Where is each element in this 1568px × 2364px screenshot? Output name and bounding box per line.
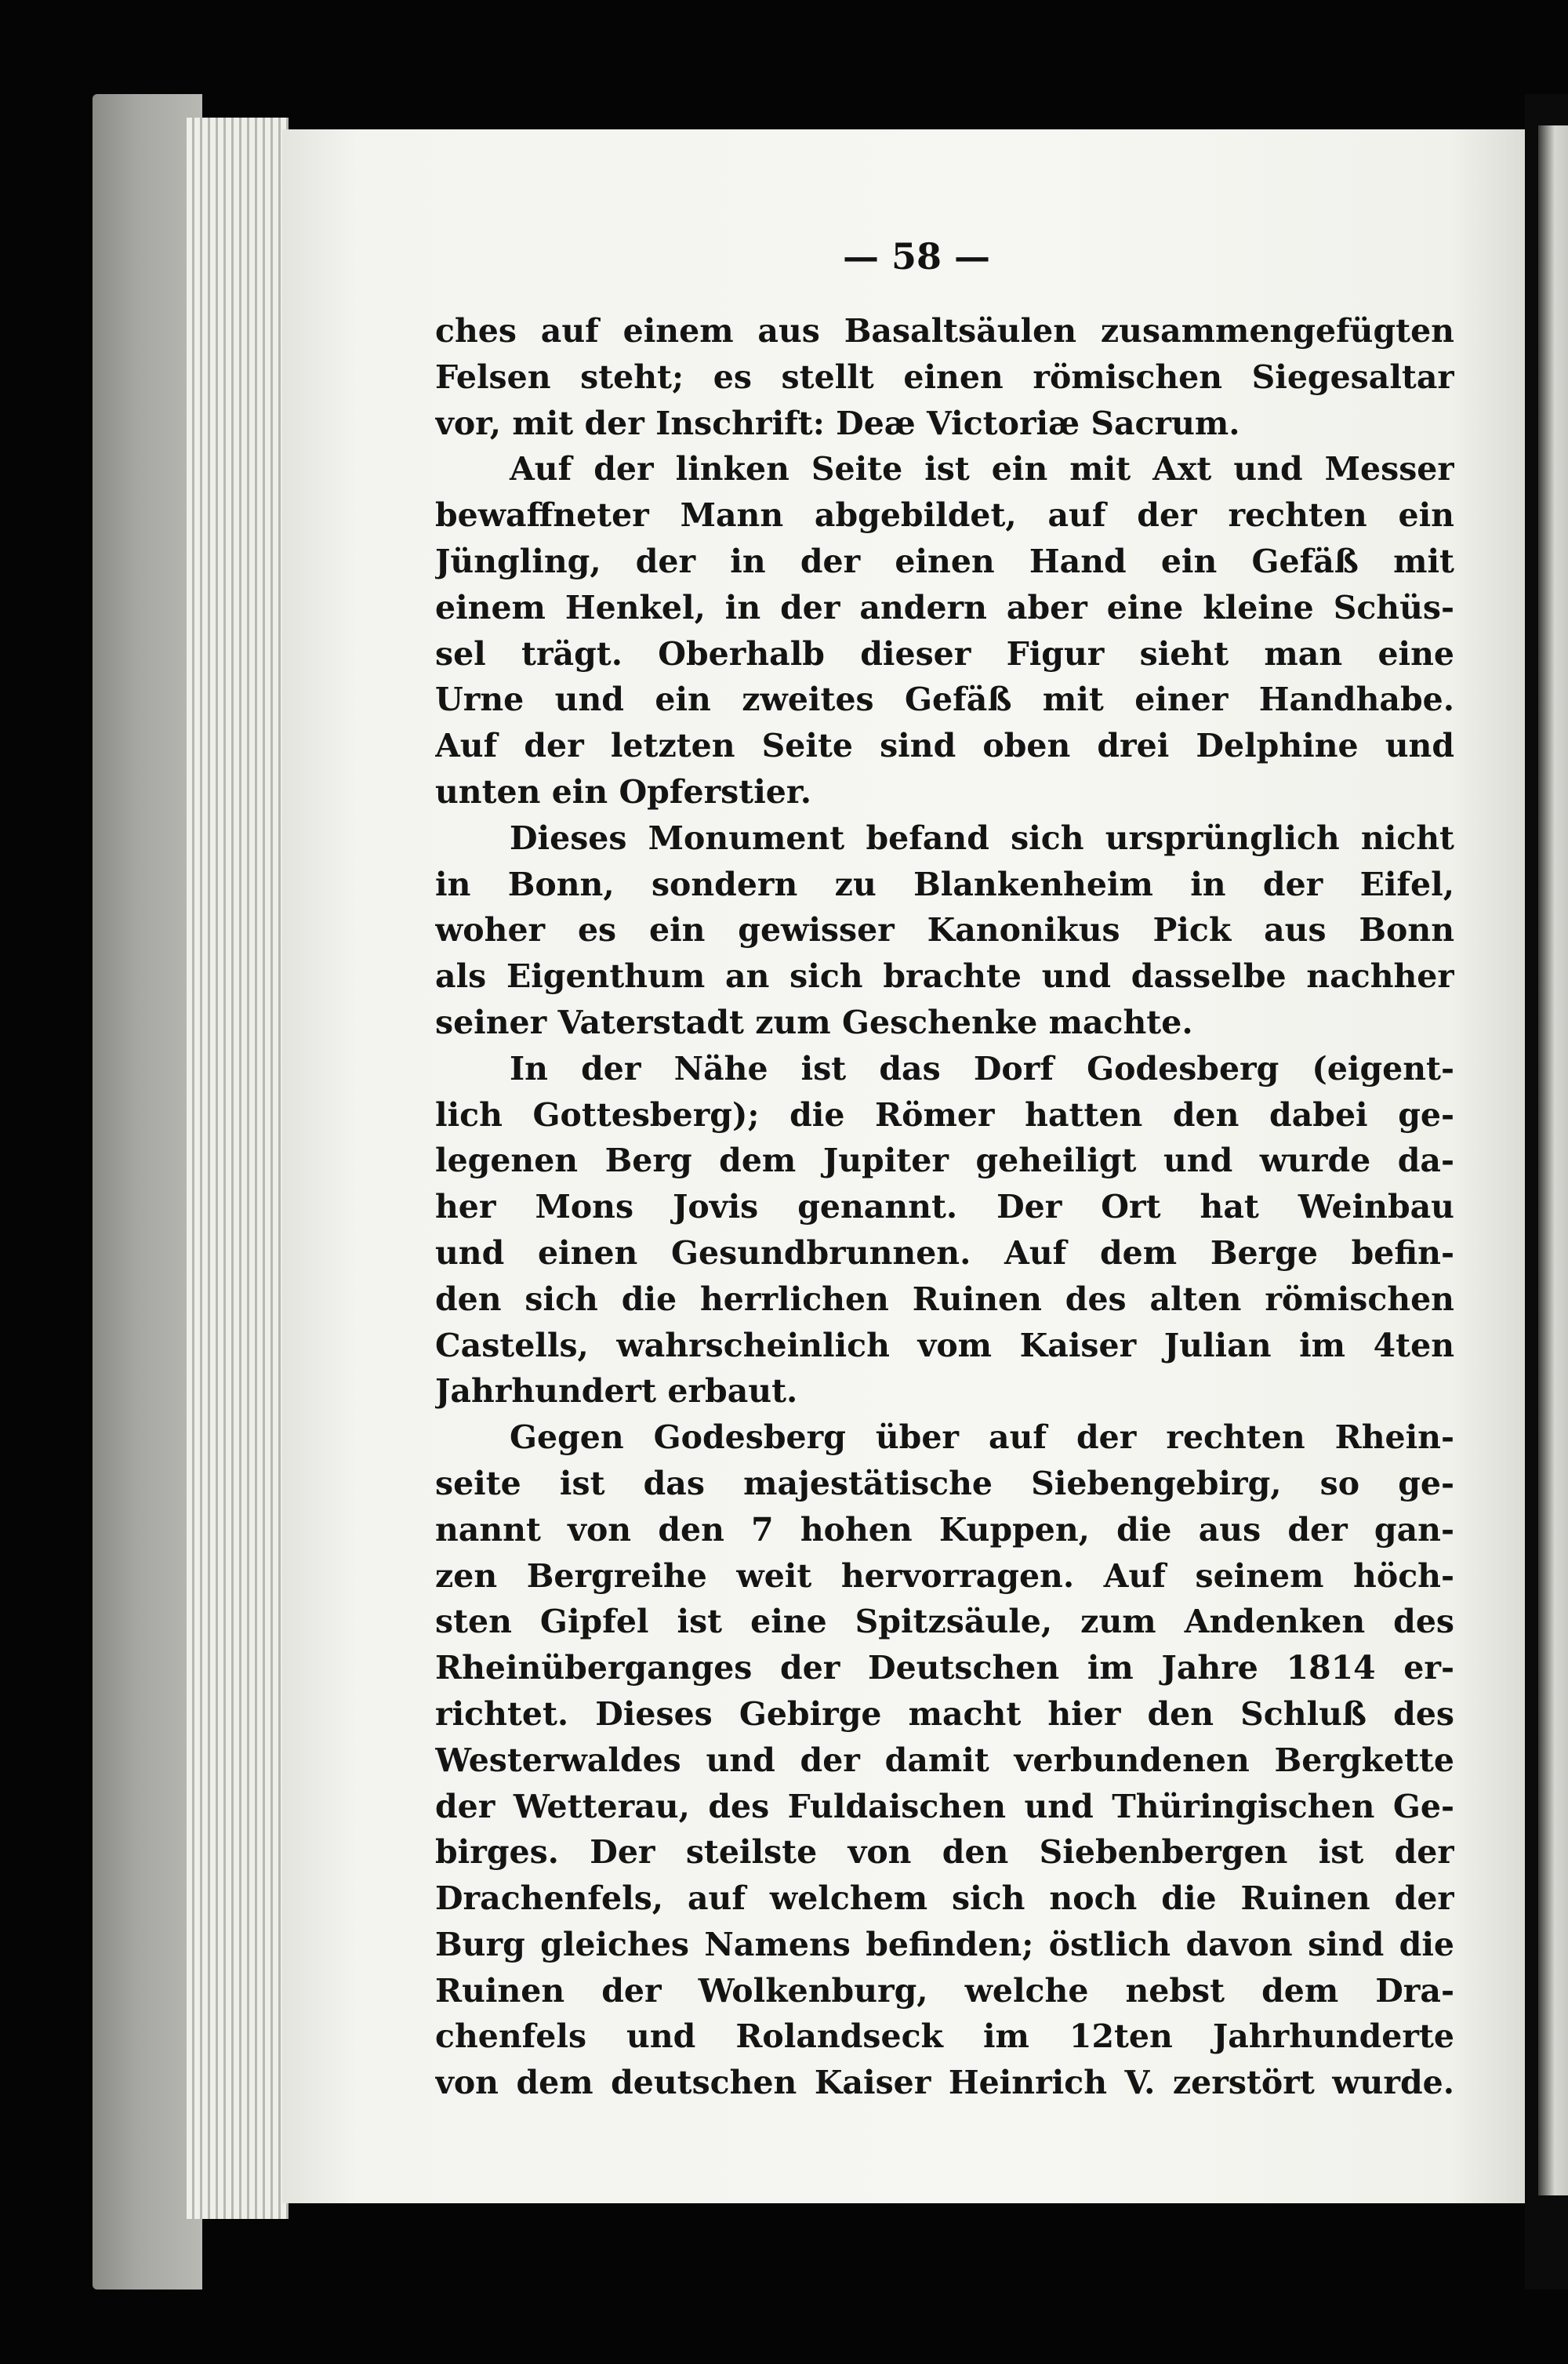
text-line: sten Gipfel ist eine Spitzsäule, zum Andenken des	[435, 1603, 1454, 1641]
text-line: der Wetterau, des Fuldaischen und Thüringischen Ge-	[435, 1787, 1454, 1825]
text-line: ches auf einem aus Basaltsäulen zusammengefügten	[435, 312, 1454, 350]
text-line: Felsen steht; es stellt einen römischen Siegesaltar	[435, 358, 1454, 396]
text-line: Dieses Monument befand sich ursprünglich nicht	[510, 819, 1454, 857]
text-line: Auf der letzten Seite sind oben drei Delphine und	[435, 727, 1454, 765]
body-text	[435, 308, 1454, 2106]
text-line: seiner Vaterstadt zum Geschenke machte.	[435, 1003, 1193, 1041]
text-line: Jüngling, der in der einen Hand ein Gefäß mit	[435, 542, 1454, 580]
text-line: Westerwaldes und der damit verbundenen Bergkette	[435, 1741, 1454, 1779]
text-line: einem Henkel, in der andern aber eine kleine Schüs-	[435, 588, 1454, 626]
text-line: bewaffneter Mann abgebildet, auf der rechten ein	[435, 496, 1454, 535]
text-line: in Bonn, sondern zu Blankenheim in der Eifel,	[435, 865, 1454, 903]
text-line: birges. Der steilste von den Siebenbergen ist der	[435, 1833, 1454, 1872]
text-line: chenfels und Rolandseck im 12ten Jahrhunderte	[435, 2017, 1454, 2056]
page-edges	[187, 118, 289, 2219]
text-line: Ruinen der Wolkenburg, welche nebst dem Dra-	[435, 1971, 1454, 2010]
text-line: Jahrhundert erbaut.	[435, 1372, 798, 1411]
page-number: — 58 —	[843, 235, 991, 278]
text-line: Castells, wahrscheinlich vom Kaiser Julian im 4ten	[435, 1326, 1454, 1364]
facing-page-edge	[1538, 125, 1568, 2195]
text-line: den sich die herrlichen Ruinen des alten römischen	[435, 1280, 1454, 1318]
text-line: her Mons Jovis genannt. Der Ort hat Weinbau	[435, 1188, 1454, 1226]
text-line: von dem deutschen Kaiser Heinrich V. zerstört wurde.	[435, 2064, 1454, 2102]
text-line: In der Nähe ist das Dorf Godesberg (eigent-	[510, 1049, 1454, 1088]
text-line: vor, mit der Inschrift: Deæ Victoriæ Sacrum.	[435, 404, 1240, 442]
text-line: Drachenfels, auf welchem sich noch die Ruinen der	[435, 1879, 1454, 1918]
text-line: sel trägt. Oberhalb dieser Figur sieht man eine	[435, 634, 1454, 673]
text-line: Urne und ein zweites Gefäß mit einer Handhabe.	[435, 681, 1454, 719]
text-line: lich Gottesberg); die Römer hatten den dabei ge-	[435, 1095, 1454, 1134]
text-line: unten ein Opferstier.	[435, 772, 811, 811]
text-line: Gegen Godesberg über auf der rechten Rhein-	[510, 1418, 1454, 1457]
text-line: als Eigenthum an sich brachte und dasselbe nachher	[435, 957, 1454, 996]
text-line: legenen Berg dem Jupiter geheiligt und wurde da-	[435, 1142, 1454, 1180]
book-cover-edge	[93, 94, 202, 2290]
text-line: zen Bergreihe weit hervorragen. Auf seinem höch-	[435, 1556, 1454, 1595]
text-line: Auf der linken Seite ist ein mit Axt und Messer	[510, 450, 1454, 488]
text-line: Burg gleiches Namens befinden; östlich davon sind die	[435, 1925, 1454, 1963]
text-line: richtet. Dieses Gebirge macht hier den Schluß des	[435, 1694, 1454, 1733]
text-line: seite ist das majestätische Siebengebirg, so ge-	[435, 1464, 1454, 1502]
text-line: woher es ein gewisser Kanonikus Pick aus Bonn	[435, 911, 1454, 950]
text-line: und einen Gesundbrunnen. Auf dem Berge befin-	[435, 1233, 1454, 1272]
text-line: Rheinüberganges der Deutschen im Jahre 1814 er-	[435, 1649, 1454, 1687]
text-line: nannt von den 7 hohen Kuppen, die aus der gan-	[435, 1510, 1454, 1549]
